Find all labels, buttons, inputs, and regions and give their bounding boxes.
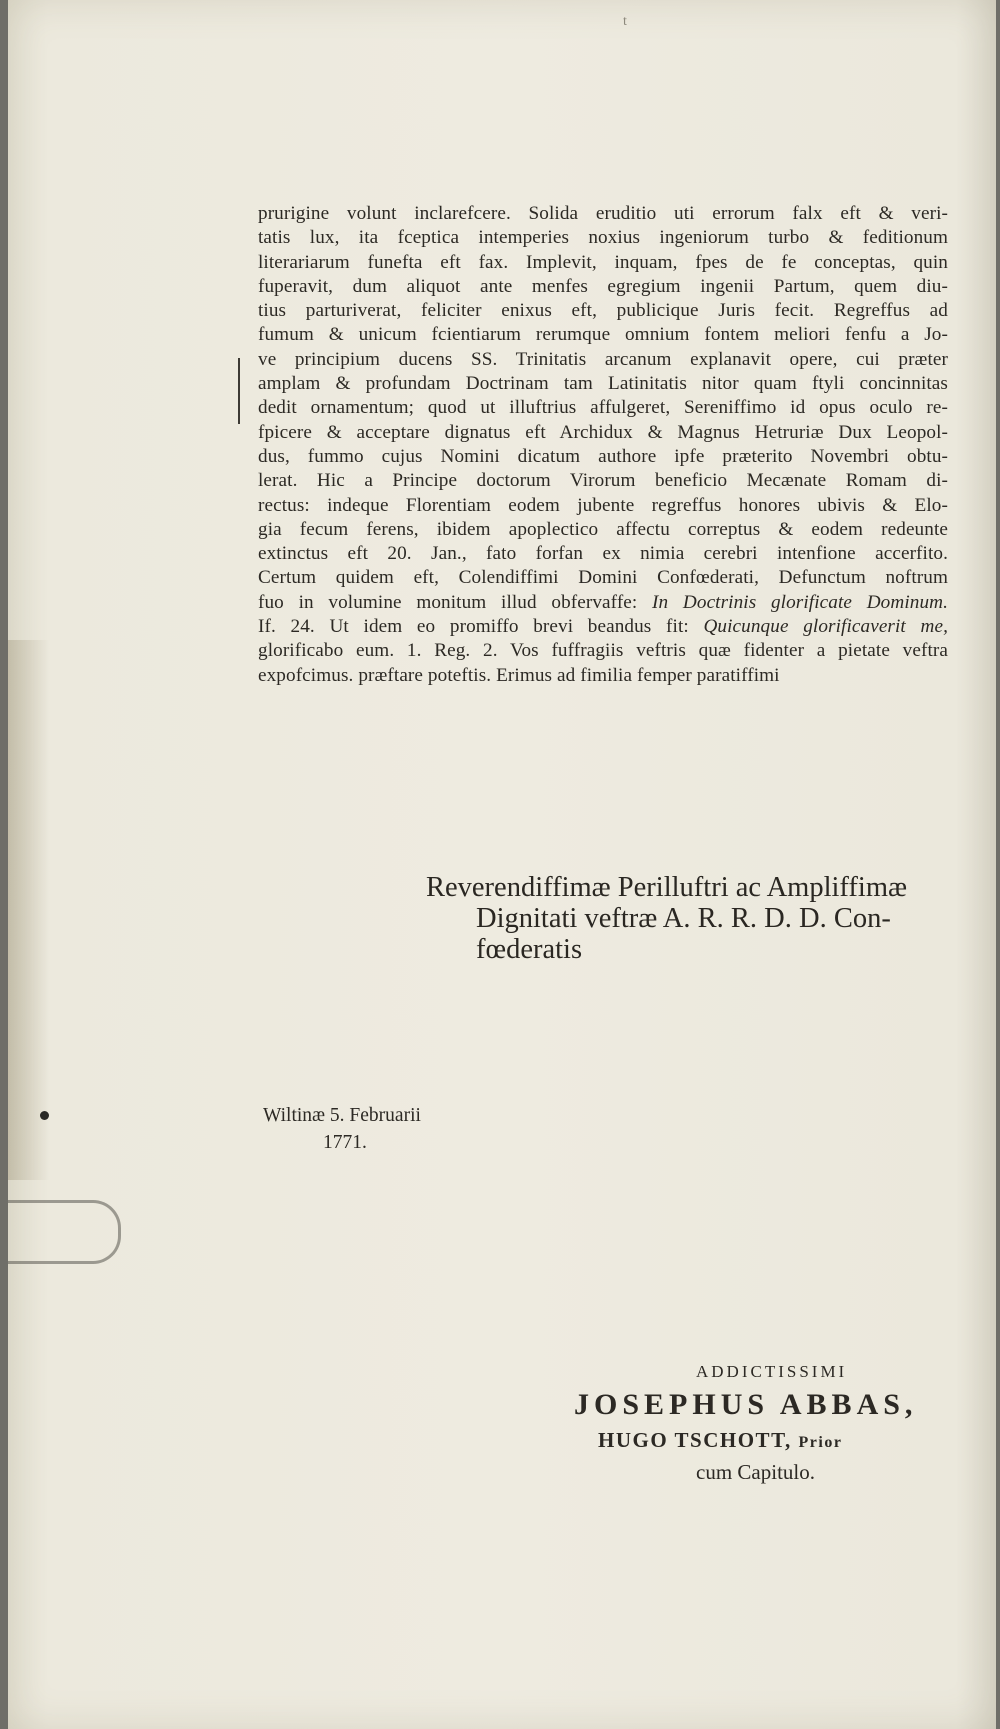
- body-line-with-quote: [258, 615, 948, 639]
- signature-capitulum: cum Capitulo.: [696, 1460, 815, 1484]
- date-place: Wiltinæ 5. Februarii: [263, 1105, 421, 1126]
- body-line: gia fecum ferens, ibidem apoplectico affectu correptus & eodem redeunte: [258, 518, 948, 540]
- signature-abbas: JOSEPHUS ABBAS,: [574, 1388, 918, 1421]
- salutation: [426, 872, 907, 965]
- signature-heading: ADDICTISSIMI: [696, 1362, 848, 1381]
- body-line: expofcimus. præftare poteftis. Erimus ad fimilia femper paratiffimi: [258, 664, 780, 686]
- italic-quote: Quicunque glorificaverit me,: [703, 616, 948, 638]
- header-mark: t: [623, 14, 627, 29]
- body-line: prurigine volunt inclarefcere. Solida eruditio uti errorum falx eft & veri-: [258, 203, 948, 224]
- prior-title: Prior: [798, 1434, 843, 1451]
- paper-stain: [8, 640, 50, 1180]
- binding-hole: [40, 1111, 49, 1120]
- document-page: [8, 0, 996, 1729]
- prior-name: HUGO TSCHOTT,: [598, 1428, 799, 1452]
- date-year: 1771.: [323, 1132, 367, 1153]
- body-line-with-quote: [258, 591, 948, 615]
- body-line: fpicere & acceptare dignatus eft Archidux & Magnus Hetruriæ Dux Leopol-: [258, 421, 948, 443]
- body-line-text: fuo in volumine monitum illud obfervaffe:: [258, 591, 653, 613]
- margin-line-mark: [238, 358, 240, 424]
- body-line: tius parturiverat, feliciter enixus eft, publicique Juris fecit. Regreffus ad: [258, 300, 948, 322]
- body-line: literariarum funefta eft fax. Implevit, inquam, fpes de fe conceptas, quin: [258, 251, 948, 273]
- body-line: fumum & unicum fcientiarum rerumque omnium fontem meliori fenfu a Jo-: [258, 324, 948, 346]
- body-line: amplam & profundam Doctrinam tam Latinitatis nitor quam ftyli concinnitas: [258, 373, 948, 395]
- salutation-line: Reverendiffimæ Perilluftri ac Ampliffimæ: [426, 872, 907, 903]
- salutation-line: Dignitati veftræ A. R. R. D. D. Con-: [476, 903, 891, 934]
- body-line: rectus: indeque Florentiam eodem jubente regreffus honores ubivis & Elo-: [258, 494, 948, 516]
- body-paragraph: [258, 202, 948, 688]
- signature-prior: [598, 1428, 842, 1453]
- body-line: fuperavit, dum aliquot ante menfes egregium ingenii Partum, quem diu-: [258, 275, 948, 297]
- body-line-text: If. 24. Ut idem eo promiffo brevi beandus fit:: [258, 616, 704, 638]
- body-line: ve principium ducens SS. Trinitatis arcanum explanavit opere, cui præter: [258, 348, 948, 370]
- italic-quote: In Doctrinis glorificate Dominum.: [652, 591, 948, 613]
- body-line: dedit ornamentum; quod ut illuftrius affulgeret, Sereniffimo id opus oculo re-: [258, 397, 948, 419]
- body-line: dus, fummo cujus Nomini dicatum authore ipfe præterito Novembri obtu-: [258, 445, 948, 467]
- body-line: Certum quidem eft, Colendiffimi Domini Confœderati, Defunctum noftrum: [258, 567, 948, 589]
- dateline: [263, 1102, 421, 1156]
- body-line: extinctus eft 20. Jan., fato forfan ex nimia cerebri intenfione accerfito.: [258, 543, 948, 565]
- body-line: glorificabo eum. 1. Reg. 2. Vos fuffragiis veftris quæ fidenter a pietate veftra: [258, 640, 948, 662]
- salutation-line: fœderatis: [476, 934, 583, 965]
- binding-string: [8, 1200, 121, 1264]
- body-line: tatis lux, ita fceptica intemperies noxius ingeniorum turbo & feditionum: [258, 227, 948, 249]
- body-line: lerat. Hic a Principe doctorum Virorum beneficio Mecænate Romam di-: [258, 470, 948, 492]
